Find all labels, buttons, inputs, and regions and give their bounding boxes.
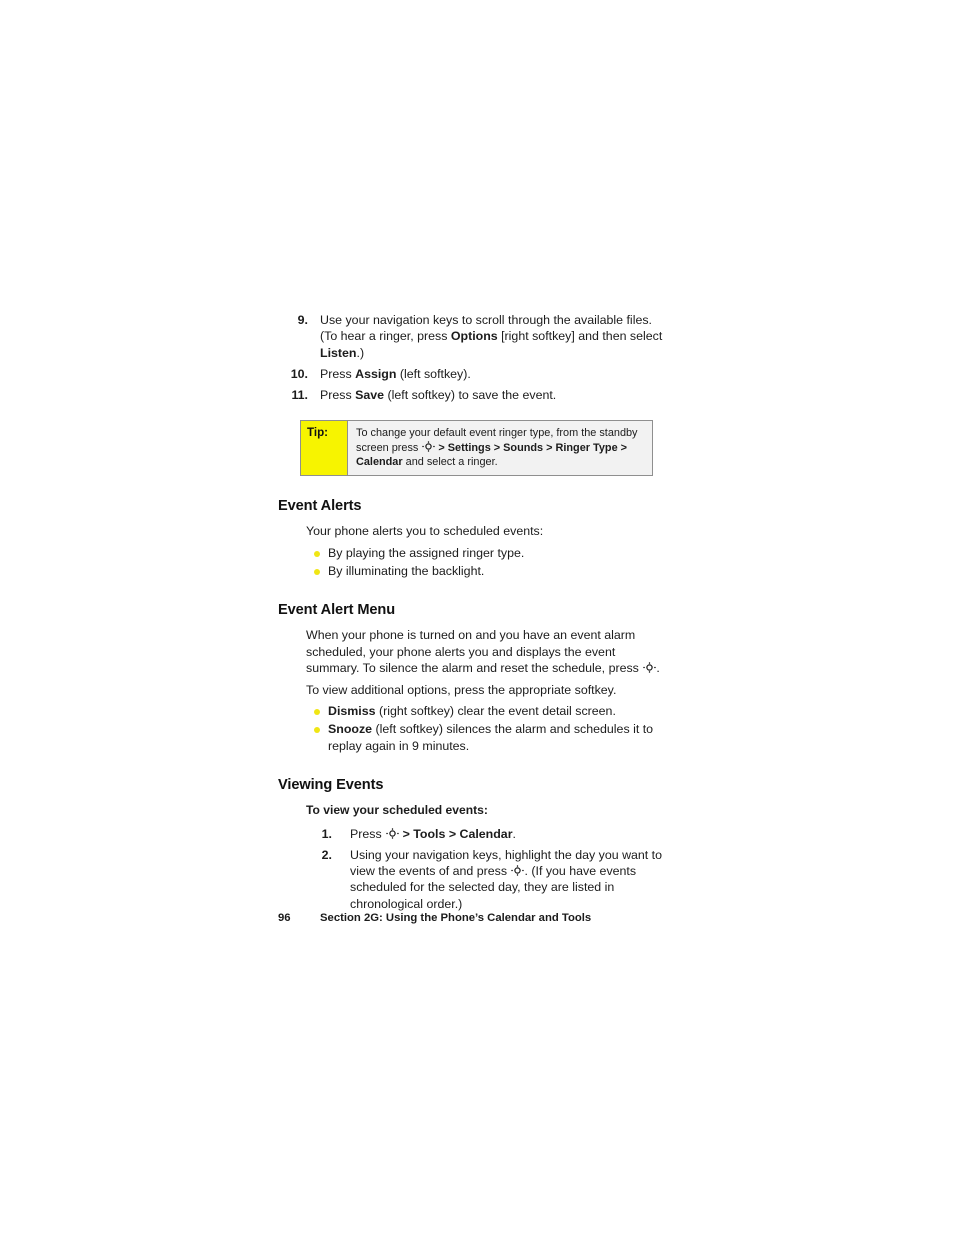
body-text: and select a ringer. <box>402 455 498 468</box>
step-text <box>320 367 471 381</box>
body-text: . (If you have events scheduled for the selected day, they are listed in chronological order.) <box>350 864 637 911</box>
body-text: Press <box>320 388 356 403</box>
body-text: By playing the assigned ringer type. <box>328 545 525 560</box>
body-text: (left softkey) silences the alarm and schedules it to replay again in 9 minutes. <box>328 722 654 753</box>
step-text <box>350 827 516 841</box>
body-text: Press <box>350 826 386 841</box>
emphasis-text: Listen <box>320 345 357 360</box>
body-text: Press <box>320 366 356 381</box>
emphasis-text: Save <box>355 388 385 403</box>
viewing-events-steps-list <box>278 826 668 912</box>
steps-continued-list <box>278 312 668 403</box>
footer-section-title: Section 2G: Using the Phone’s Calendar and Tools <box>320 912 592 924</box>
list-item-text <box>328 704 616 718</box>
bullet-dot-icon <box>314 727 320 733</box>
body-text: Use your navigation keys to scroll through the available files. (To hear a ringer, press <box>320 313 652 344</box>
numbered-step <box>278 312 668 361</box>
step-number: 2. <box>321 847 332 862</box>
list-item <box>278 721 668 754</box>
step-text <box>320 388 556 402</box>
step-text <box>350 848 662 911</box>
emphasis-text: Options <box>450 329 498 344</box>
body-text: [right softkey] and then select <box>497 329 663 344</box>
numbered-step <box>306 826 668 842</box>
numbered-step <box>278 366 668 382</box>
body-text: Using your navigation keys, highlight the day you want to view the events of and press <box>350 847 663 879</box>
navigation-key-icon <box>422 441 435 452</box>
heading-event-alerts: Event Alerts <box>278 498 362 515</box>
body-text: (left softkey). <box>396 366 471 381</box>
bullet-dot-icon <box>314 551 320 557</box>
navigation-key-icon <box>643 662 656 673</box>
step-number: 10. <box>290 366 308 381</box>
page-content <box>278 312 668 917</box>
tip-callout-box <box>300 420 653 476</box>
list-item-text <box>328 564 484 578</box>
body-text: .) <box>356 345 365 360</box>
list-item <box>278 703 668 719</box>
navigation-key-icon <box>511 865 524 876</box>
heading-event-alert-menu: Event Alert Menu <box>278 602 396 619</box>
step-number: 1. <box>321 826 332 841</box>
tip-label: Tip: <box>301 421 348 475</box>
list-item-text <box>328 546 524 560</box>
emphasis-text: > Tools > Calendar <box>402 826 513 841</box>
body-text: When your phone is turned on and you have an event alarm scheduled, your phone alerts you and displays the event summary. To silence the alarm and reset the schedule, press <box>306 628 643 676</box>
event-alert-menu-bullet-list <box>278 703 668 754</box>
step-text <box>320 313 662 360</box>
bullet-dot-icon <box>314 569 320 575</box>
heading-viewing-events: Viewing Events <box>278 777 384 794</box>
viewing-events-intro: To view your scheduled events: <box>306 803 488 818</box>
emphasis-text: Snooze <box>328 722 373 737</box>
tip-text <box>348 421 652 475</box>
body-text: (left softkey) to save the event. <box>384 388 557 403</box>
event-alert-menu-paragraph <box>278 627 661 676</box>
event-alert-menu-options-intro: To view additional options, press the appropriate softkey. <box>306 682 617 697</box>
list-item-text <box>328 722 653 752</box>
body-text: By illuminating the backlight. <box>328 563 485 578</box>
list-item <box>278 545 668 561</box>
navigation-key-icon <box>386 828 399 839</box>
page-footer <box>278 912 698 924</box>
body-text: . <box>512 826 516 841</box>
numbered-step <box>278 387 668 403</box>
body-text: To change your default event ringer type, from the standby screen press <box>356 427 638 454</box>
list-item <box>278 563 668 579</box>
body-text: (right softkey) clear the event detail screen. <box>375 703 616 718</box>
emphasis-text: Assign <box>355 366 397 381</box>
emphasis-text: Dismiss <box>328 703 376 718</box>
body-text: . <box>656 661 660 676</box>
bullet-dot-icon <box>314 709 320 715</box>
emphasis-text: > Settings > Sounds > Ringer Type > Calendar <box>356 441 628 468</box>
step-number: 9. <box>297 313 308 327</box>
page-number: 96 <box>278 912 291 924</box>
numbered-step <box>306 847 668 912</box>
event-alerts-bullet-list <box>278 545 668 580</box>
event-alerts-intro: Your phone alerts you to scheduled events: <box>306 524 544 539</box>
step-number: 11. <box>291 388 308 403</box>
